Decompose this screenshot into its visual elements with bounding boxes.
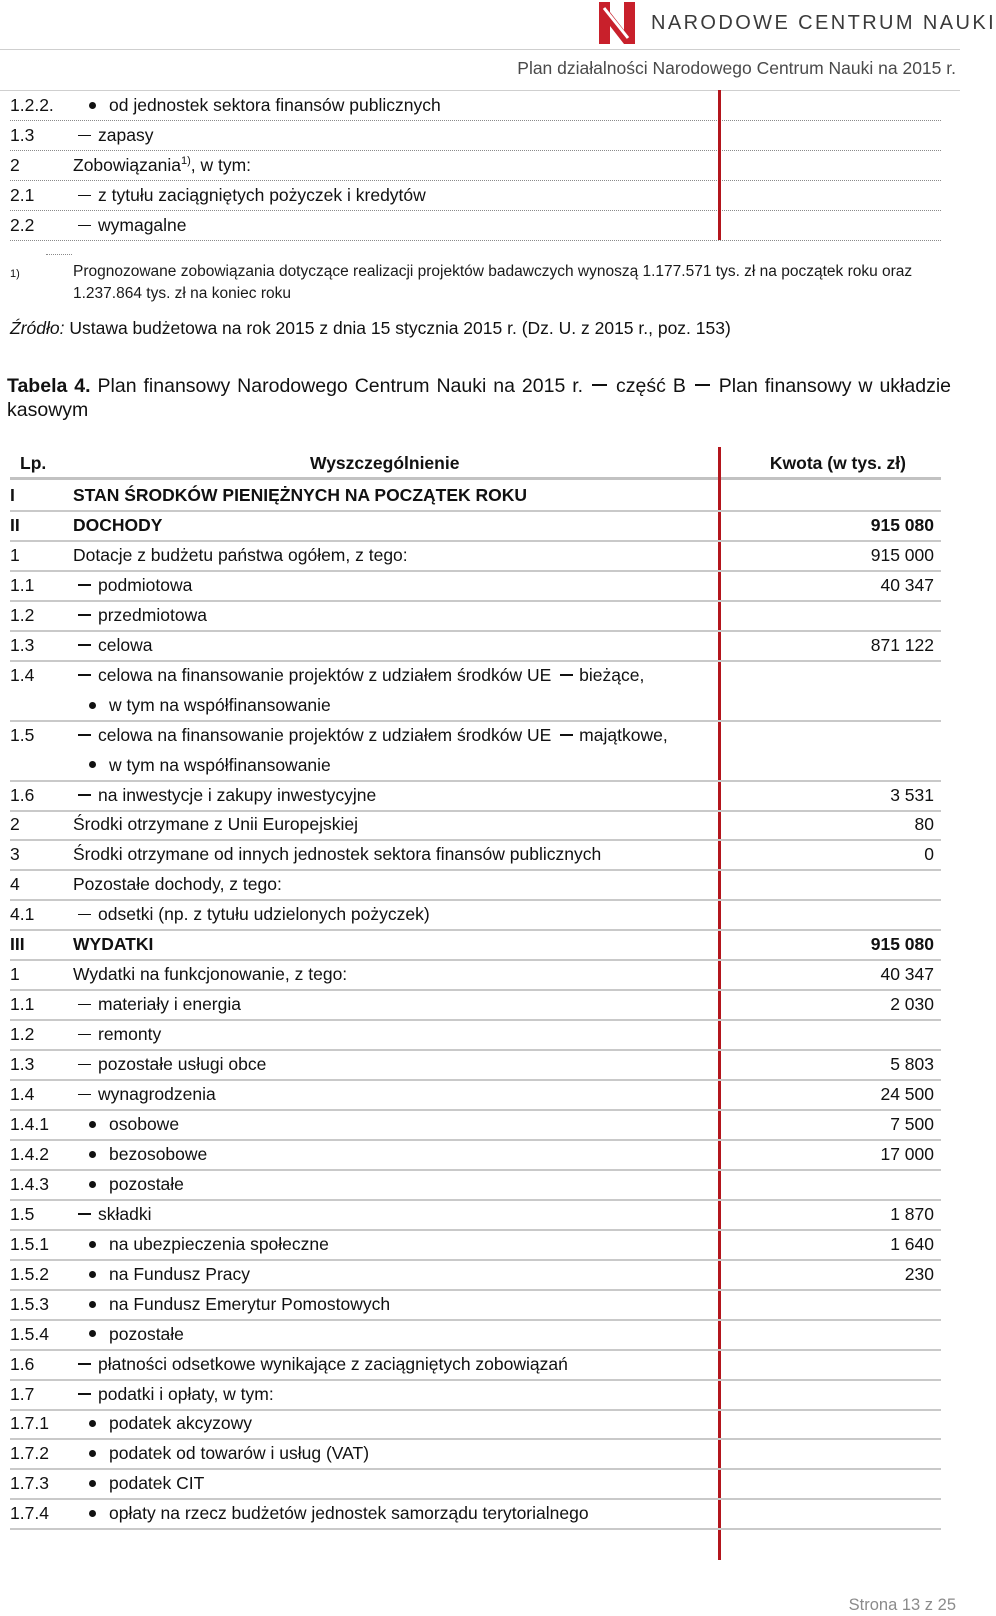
header-divider xyxy=(0,49,960,50)
row-number: 1.4 xyxy=(10,664,35,685)
row-amount: 230 xyxy=(904,1263,934,1284)
row-description xyxy=(73,695,331,716)
row-description xyxy=(73,964,347,985)
row-amount: 24 500 xyxy=(880,1084,934,1104)
row-text: na ubezpieczenia społeczne xyxy=(109,1233,329,1254)
dash-icon xyxy=(78,225,91,227)
dash-icon xyxy=(78,794,91,796)
dash-icon xyxy=(78,734,91,736)
bullet-icon xyxy=(89,1181,96,1188)
column-header-amount: Kwota (w tys. zł) xyxy=(769,453,906,473)
org-name: NARODOWE CENTRUM NAUKI xyxy=(651,12,996,34)
row-text: osobowe xyxy=(109,1113,180,1134)
source-label: Źródło: xyxy=(10,318,65,338)
row-amount: 17 000 xyxy=(880,1143,934,1164)
row-text: DOCHODY xyxy=(73,514,163,535)
row-amount: 1 640 xyxy=(890,1233,934,1254)
row-text: Środki otrzymane z Unii Europejskiej xyxy=(73,814,358,835)
row-number: 1.3 xyxy=(10,1054,35,1075)
row-number: 1.4.1 xyxy=(10,1113,49,1134)
dash-icon xyxy=(78,1034,91,1036)
row-number: 1.5 xyxy=(10,1203,35,1224)
row-text: celowa na finansowanie projektów z udziałem środków UE xyxy=(98,724,552,745)
row-number: I xyxy=(10,485,15,505)
bullet-icon xyxy=(89,1510,96,1517)
dash-icon xyxy=(78,135,91,137)
table-row xyxy=(10,1169,941,1201)
row-number: 2.2 xyxy=(10,215,35,235)
dash-icon xyxy=(560,734,573,736)
row-number: 1 xyxy=(10,544,20,565)
dash-icon xyxy=(78,1363,91,1365)
row-description xyxy=(73,725,668,746)
dash-icon xyxy=(560,674,573,676)
row-number: 1.5.1 xyxy=(10,1233,49,1254)
table-row xyxy=(10,1379,941,1411)
column-header-lp: Lp. xyxy=(20,453,47,473)
table-row xyxy=(10,1019,941,1051)
table-row xyxy=(10,1498,941,1530)
bullet-icon xyxy=(89,1121,96,1128)
row-description xyxy=(73,185,426,206)
row-description xyxy=(73,844,601,865)
row-amount: 871 122 xyxy=(870,634,934,655)
row-description xyxy=(73,665,644,686)
table-row xyxy=(10,1049,941,1081)
row-text: z tytułu zaciągniętych pożyczek i kredytów xyxy=(98,185,426,205)
row-text: odsetki (np. z tytułu udzielonych pożyczek) xyxy=(98,904,430,925)
row-number: 1 xyxy=(10,964,20,985)
dash-icon xyxy=(78,644,91,646)
row-description xyxy=(73,1024,161,1045)
dash-icon xyxy=(78,1094,91,1096)
bullet-icon xyxy=(89,1301,96,1308)
row-number: 1.1 xyxy=(10,574,35,595)
dash-icon xyxy=(695,384,710,386)
row-text: składki xyxy=(98,1203,152,1224)
row-description xyxy=(73,1294,390,1315)
row-amount: 40 347 xyxy=(880,964,934,985)
table-row xyxy=(10,570,941,602)
row-number: 1.2 xyxy=(10,1024,35,1045)
row-description xyxy=(73,904,430,925)
row-description xyxy=(73,874,282,895)
row-text: materiały i energia xyxy=(98,994,241,1015)
row-text: wynagrodzenia xyxy=(98,1084,216,1104)
row-number: 1.5 xyxy=(10,724,35,745)
row-text: podatek CIT xyxy=(109,1473,205,1494)
ncn-logo-icon xyxy=(598,2,636,44)
table-row xyxy=(10,839,941,871)
row-number: 1.2 xyxy=(10,604,35,625)
table-row xyxy=(10,180,941,211)
row-amount: 2 030 xyxy=(890,994,934,1015)
dash-icon xyxy=(78,1213,91,1215)
table-row xyxy=(10,510,941,542)
footnote-text: Prognozowane zobowiązania dotyczące realizacji projektów badawczych wynoszą 1.177.571 tys. zł na początek roku oraz 1.237.864 tys. zł na koniec roku xyxy=(73,263,913,302)
row-number: 1.6 xyxy=(10,1353,35,1374)
row-number: 1.3 xyxy=(10,125,35,145)
table-row xyxy=(10,989,941,1021)
bullet-icon xyxy=(89,1330,96,1337)
row-description xyxy=(73,575,192,596)
row-text: Wydatki na funkcjonowanie, z tego: xyxy=(73,964,348,985)
row-number: III xyxy=(10,934,25,955)
page-number: Strona 13 z 25 xyxy=(848,1596,956,1614)
bullet-icon xyxy=(89,761,96,768)
dash-icon xyxy=(78,674,91,676)
row-amount: 5 803 xyxy=(890,1054,934,1075)
row-number: 1.4.2 xyxy=(10,1143,49,1164)
row-text: pozostałe usługi obce xyxy=(98,1054,267,1075)
dash-icon xyxy=(592,384,607,386)
row-description xyxy=(73,1084,216,1105)
table-row xyxy=(10,1289,941,1321)
bullet-icon xyxy=(89,1420,96,1427)
row-number: 2 xyxy=(10,814,20,835)
table-title xyxy=(7,374,951,422)
table-row xyxy=(10,1468,941,1500)
column-separator xyxy=(718,90,721,240)
row-description xyxy=(73,1413,252,1434)
table-row xyxy=(10,600,941,632)
table-row xyxy=(10,750,941,782)
row-description xyxy=(73,1473,204,1494)
table-row xyxy=(10,780,941,812)
row-amount: 40 347 xyxy=(880,574,934,595)
row-text: Pozostałe dochody, z tego: xyxy=(73,874,282,895)
row-description xyxy=(73,635,152,656)
row-description xyxy=(73,545,408,566)
table-row xyxy=(10,1259,941,1291)
table-row xyxy=(10,90,941,121)
footnote-ref: 1) xyxy=(180,155,191,168)
row-description xyxy=(73,1234,329,1255)
bullet-icon xyxy=(89,702,96,709)
row-amount: 915 000 xyxy=(870,544,934,565)
row-text: pozostałe xyxy=(109,1323,184,1344)
row-text: opłaty na rzecz budżetów jednostek samorządu terytorialnego xyxy=(109,1503,589,1524)
table-row xyxy=(10,929,941,961)
table-row xyxy=(10,150,941,181)
row-text: celowa xyxy=(98,634,153,655)
row-text: WYDATKI xyxy=(73,934,154,955)
table-row xyxy=(10,809,941,841)
table-row xyxy=(10,210,941,241)
table-row xyxy=(10,1438,941,1470)
row-number: 1.4.3 xyxy=(10,1173,49,1194)
row-text: na Fundusz Pracy xyxy=(109,1263,251,1284)
row-description xyxy=(73,215,187,236)
row-text: w tym na współfinansowanie xyxy=(109,754,331,775)
table-row xyxy=(10,1079,941,1111)
row-number: 1.7.3 xyxy=(10,1473,49,1494)
row-amount: 3 531 xyxy=(890,784,934,805)
row-description xyxy=(73,515,162,536)
row-text: bieżące, xyxy=(579,664,645,685)
row-description xyxy=(73,1144,207,1165)
footnote-divider xyxy=(46,254,72,255)
row-number: 1.7.4 xyxy=(10,1503,49,1524)
table-row xyxy=(10,1229,941,1261)
dash-icon xyxy=(78,1004,91,1006)
row-text: pozostałe xyxy=(109,1173,184,1194)
row-number: 3 xyxy=(10,844,20,865)
table-row xyxy=(10,869,941,901)
row-description xyxy=(73,1503,589,1524)
row-description xyxy=(73,994,241,1015)
dash-icon xyxy=(78,1064,91,1066)
table-row xyxy=(10,959,941,991)
row-number: 1.2.2. xyxy=(10,95,54,115)
row-description xyxy=(73,1443,369,1464)
table-row xyxy=(10,540,941,572)
table-row xyxy=(10,120,941,151)
table-row xyxy=(10,1408,941,1440)
row-text: Zobowiązania xyxy=(73,155,181,175)
table-row xyxy=(10,630,941,662)
row-number: 4 xyxy=(10,874,20,895)
row-text: Dotacje z budżetu państwa ogółem, z tego: xyxy=(73,544,408,565)
row-text: wymagalne xyxy=(98,215,187,235)
row-description xyxy=(73,755,331,776)
row-number: II xyxy=(10,514,20,535)
row-number: 2 xyxy=(10,155,20,175)
table-title-part: część B xyxy=(609,375,693,397)
row-description xyxy=(73,1384,274,1405)
table-row xyxy=(10,480,941,512)
dash-icon xyxy=(78,614,91,616)
dash-icon xyxy=(78,914,91,916)
bullet-icon xyxy=(89,102,96,109)
row-amount: 7 500 xyxy=(890,1113,934,1134)
row-text: przedmiotowa xyxy=(98,604,207,625)
row-text: remonty xyxy=(98,1024,162,1045)
footnote-mark: 1) xyxy=(10,268,20,280)
source-text: Ustawa budżetowa na rok 2015 z dnia 15 stycznia 2015 r. (Dz. U. z 2015 r., poz. 153) xyxy=(64,318,731,338)
row-amount: 915 080 xyxy=(870,934,934,955)
table-row xyxy=(10,1319,941,1351)
column-header-description: Wyszczególnienie xyxy=(310,453,460,473)
row-text: podatek akcyzowy xyxy=(109,1413,252,1434)
row-number: 4.1 xyxy=(10,904,35,925)
bullet-icon xyxy=(89,1450,96,1457)
row-description xyxy=(73,1354,568,1375)
row-text: celowa na finansowanie projektów z udziałem środków UE xyxy=(98,664,552,685)
row-amount: 80 xyxy=(914,814,934,835)
document-subtitle: Plan działalności Narodowego Centrum Nauki na 2015 r. xyxy=(517,58,956,78)
row-description xyxy=(73,155,251,176)
row-number: 1.5.3 xyxy=(10,1293,49,1314)
row-amount: 1 870 xyxy=(890,1203,934,1224)
row-text: , w tym: xyxy=(190,155,252,175)
bullet-icon xyxy=(89,1151,96,1158)
row-description xyxy=(73,1264,250,1285)
row-description xyxy=(73,1054,266,1075)
row-text: bezosobowe xyxy=(109,1143,208,1164)
row-text: płatności odsetkowe wynikające z zaciągniętych zobowiązań xyxy=(98,1353,568,1374)
row-text: podatki i opłaty, w tym: xyxy=(98,1383,274,1404)
table-row xyxy=(10,660,941,690)
source-line xyxy=(10,318,731,339)
row-description xyxy=(73,95,441,116)
row-description xyxy=(73,934,153,955)
row-description xyxy=(73,785,376,806)
row-number: 1.5.4 xyxy=(10,1323,49,1344)
dash-icon xyxy=(78,195,91,197)
row-description xyxy=(73,1324,184,1345)
table-row xyxy=(10,1139,941,1171)
table-row xyxy=(10,1199,941,1231)
table-title-part: Plan finansowy w układzie kasowym xyxy=(7,375,952,421)
row-number: 1.3 xyxy=(10,634,35,655)
row-text: STAN ŚRODKÓW PIENIĘŻNYCH NA POCZĄTEK ROKU xyxy=(73,485,528,505)
table-label: Tabela 4. xyxy=(7,375,91,397)
row-text: na inwestycje i zakupy inwestycyjne xyxy=(98,784,377,805)
row-text: podatek od towarów i usług (VAT) xyxy=(109,1443,370,1464)
bullet-icon xyxy=(89,1271,96,1278)
row-description xyxy=(73,814,358,835)
row-text: majątkowe, xyxy=(579,724,668,745)
row-number: 1.6 xyxy=(10,784,35,805)
row-text: w tym na współfinansowanie xyxy=(109,694,331,715)
row-number: 1.7.2 xyxy=(10,1443,49,1464)
table-title-part: Plan finansowy Narodowego Centrum Nauki na 2015 r. xyxy=(90,375,591,397)
row-number: 1.4 xyxy=(10,1084,35,1104)
row-description xyxy=(73,485,527,506)
row-amount: 0 xyxy=(924,844,934,865)
row-description xyxy=(73,1114,179,1135)
row-amount: 915 080 xyxy=(870,514,934,535)
row-description xyxy=(73,125,153,146)
table-row xyxy=(10,690,941,722)
bullet-icon xyxy=(89,1480,96,1487)
row-text: podmiotowa xyxy=(98,574,193,595)
dash-icon xyxy=(78,584,91,586)
row-number: 1.7.1 xyxy=(10,1413,49,1434)
table-row xyxy=(10,1349,941,1381)
bullet-icon xyxy=(89,1241,96,1248)
dash-icon xyxy=(78,1393,91,1395)
row-description xyxy=(73,1204,152,1225)
row-number: 1.5.2 xyxy=(10,1263,49,1284)
row-text: zapasy xyxy=(98,125,154,145)
row-text: na Fundusz Emerytur Pomostowych xyxy=(109,1293,391,1314)
row-number: 2.1 xyxy=(10,185,35,205)
row-number: 1.1 xyxy=(10,994,35,1015)
row-number: 1.7 xyxy=(10,1383,35,1404)
row-text: od jednostek sektora finansów publicznych xyxy=(109,95,441,115)
table-row xyxy=(10,720,941,750)
row-description xyxy=(73,1174,184,1195)
table-row xyxy=(10,899,941,931)
row-text: Środki otrzymane od innych jednostek sektora finansów publicznych xyxy=(73,844,602,865)
table-row xyxy=(10,1109,941,1141)
row-description xyxy=(73,605,207,626)
